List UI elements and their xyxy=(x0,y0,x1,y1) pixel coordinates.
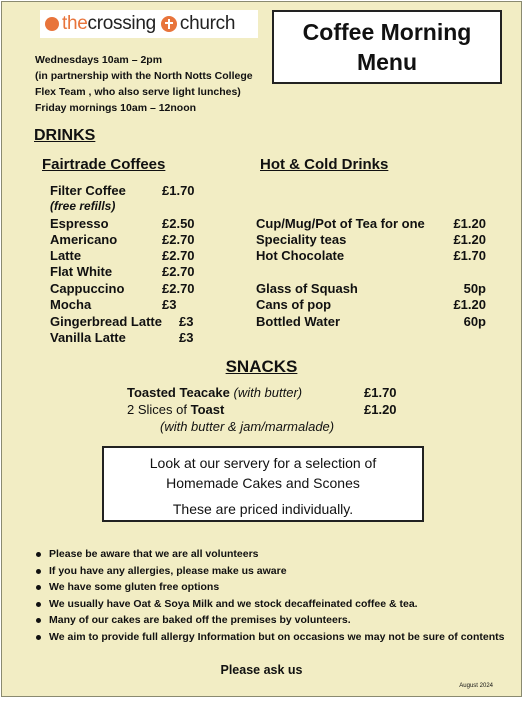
please-ask-us: Please ask us xyxy=(220,663,303,677)
servery-line-2: Homemade Cakes and Scones xyxy=(166,475,360,491)
schedule-line: Wednesdays 10am – 2pm xyxy=(35,54,163,66)
drink-item-price: £1.20 xyxy=(453,216,486,231)
drink-item-name: Hot Chocolate xyxy=(256,248,345,263)
menu-date: August 2024 xyxy=(459,683,493,689)
coffee-item-price: £2.70 xyxy=(162,248,195,263)
drink-item-price: £1.20 xyxy=(453,297,486,312)
logo-text-crossing: crossing xyxy=(87,13,156,34)
title-line-2: Menu xyxy=(356,49,418,75)
schedule-line: Flex Team , who also serve light lunches) xyxy=(35,86,241,98)
logo-text-church: church xyxy=(179,13,236,34)
snack-item xyxy=(127,385,302,400)
drink-item-name: Cup/Mug/Pot of Tea for one xyxy=(256,216,425,231)
snack-name: Toasted Teacake xyxy=(127,385,230,400)
coffee-item-name: Mocha xyxy=(50,297,92,312)
hot-cold-drinks-heading: Hot & Cold Drinks xyxy=(260,156,389,173)
drinks-heading: DRINKS xyxy=(34,127,96,144)
drink-item-price: £1.20 xyxy=(453,232,486,247)
coffee-item-price: £2.50 xyxy=(162,216,195,231)
drink-item-name: Speciality teas xyxy=(256,232,347,247)
snacks-heading: SNACKS xyxy=(225,357,298,376)
drink-item-name: Cans of pop xyxy=(256,297,332,312)
snack-price: £1.70 xyxy=(364,385,397,400)
church-logo xyxy=(40,10,258,38)
coffee-item-name: Gingerbread Latte xyxy=(50,314,162,329)
toast-note-text: (with butter & jam/marmalade) xyxy=(160,419,335,434)
cross-icon xyxy=(161,16,177,32)
coffee-item-name: Cappuccino xyxy=(50,281,125,296)
opening-times xyxy=(35,52,253,116)
drink-item-price: 50p xyxy=(463,281,486,296)
list-item: Please be aware that we are all volunteers xyxy=(35,546,505,563)
schedule-line: Friday mornings 10am – 12noon xyxy=(35,102,197,114)
info-notes-list xyxy=(35,546,505,645)
servery-notice-box xyxy=(102,446,424,522)
menu-title-box xyxy=(272,10,502,84)
snack-item xyxy=(127,402,224,417)
snack-note xyxy=(160,419,334,434)
drink-item-price: £1.70 xyxy=(453,248,486,263)
drink-item-name: Bottled Water xyxy=(256,314,341,329)
coffee-item-name: Flat White xyxy=(50,264,113,279)
coffee-item-price: £2.70 xyxy=(162,264,195,279)
logo-text-the: the xyxy=(62,13,88,34)
logo-dot-icon xyxy=(45,17,59,31)
coffee-item-price: £3 xyxy=(162,297,177,312)
coffee-item-name: Espresso xyxy=(50,216,109,231)
servery-line-1: Look at our servery for a selection of xyxy=(149,455,377,471)
list-item: We have some gluten free options xyxy=(35,579,505,596)
coffee-item-name: Vanilla Latte xyxy=(50,330,126,345)
list-item: We aim to provide full allergy Information but on occasions we may not be sure of contents xyxy=(35,629,505,646)
menu-page xyxy=(1,1,522,697)
coffee-item-price: £2.70 xyxy=(162,281,195,296)
drink-item-price: 60p xyxy=(463,314,486,329)
list-item: Many of our cakes are baked off the premises by volunteers. xyxy=(35,612,505,629)
snack-note: (with butter) xyxy=(233,385,303,400)
snack-price: £1.20 xyxy=(364,402,397,417)
coffee-item-price: £3 xyxy=(179,314,194,329)
coffee-item-price: £1.70 xyxy=(162,183,195,198)
fairtrade-coffees-heading: Fairtrade Coffees xyxy=(42,156,166,173)
coffee-item-name: Filter Coffee xyxy=(50,183,126,198)
servery-line-3: These are priced individually. xyxy=(172,501,354,517)
drink-item-name: Glass of Squash xyxy=(256,281,358,296)
list-item: We usually have Oat & Soya Milk and we stock decaffeinated coffee & tea. xyxy=(35,596,505,613)
list-item: If you have any allergies, please make us aware xyxy=(35,563,505,580)
filter-coffee-note: (free refills) xyxy=(50,199,116,213)
schedule-line: (in partnership with the North Notts College xyxy=(35,70,253,82)
coffee-item-name: Americano xyxy=(50,232,118,247)
coffee-item-price: £2.70 xyxy=(162,232,195,247)
snack-name-prefix: 2 Slices of xyxy=(127,402,187,417)
coffee-item-price: £3 xyxy=(179,330,194,345)
coffee-item-name: Latte xyxy=(50,248,82,263)
title-line-1: Coffee Morning xyxy=(302,19,472,45)
snack-name: Toast xyxy=(190,402,225,417)
